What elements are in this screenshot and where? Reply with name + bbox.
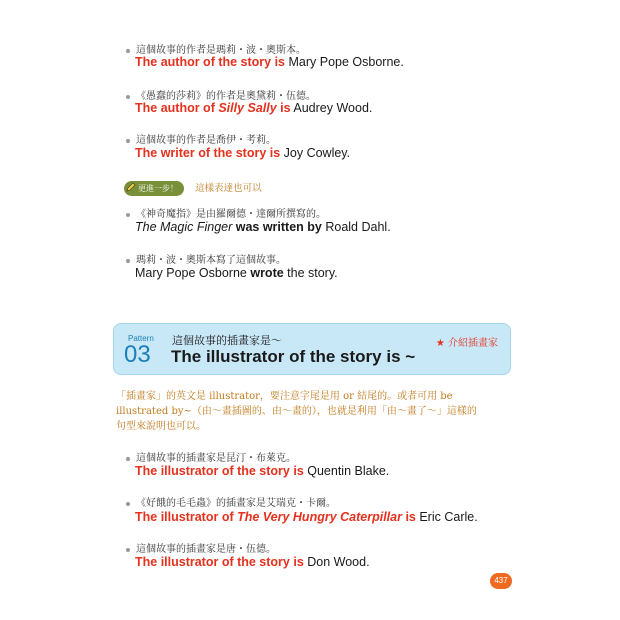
tip-badge: 更進一步！ (124, 181, 184, 196)
s1-zh-1: 這個故事的作者是瑪莉・波・奧斯本。 (126, 41, 306, 56)
s2-en-2: Mary Pope Osborne wrote the story. (135, 266, 338, 280)
pattern-label: Pattern (128, 334, 154, 343)
s3-en-3: The illustrator of the story is Don Wood. (135, 555, 370, 569)
pattern-number: 03 (124, 341, 151, 368)
s1-en-2: The author of Silly Sally is Audrey Wood. (135, 101, 373, 115)
s3-zh-3: 這個故事的插畫家是唐・伍德。 (126, 540, 276, 555)
pattern-en-title: The illustrator of the story is ~ (171, 347, 416, 366)
s1-en-3: The writer of the story is Joy Cowley. (135, 146, 351, 160)
explain-line-2: illustrated by~（由～畫插圖的、由～畫的），也就是利用「由～畫了～」這樣的 (116, 406, 477, 417)
pattern-zh-title: 這個故事的插畫家是～ (172, 334, 282, 347)
pattern-tag: ★ 介紹插畫家 (435, 338, 498, 349)
s1-en-1: The author of the story is Mary Pope Osborne. (135, 55, 404, 69)
pattern-header (113, 323, 511, 375)
s2-zh-1: 《神奇魔指》是由羅爾德・達爾所撰寫的。 (126, 205, 326, 220)
s3-zh-2: 《好餓的毛毛蟲》的插畫家是艾瑞克・卡爾。 (126, 494, 336, 509)
explain-line-1: 「插畫家」的英文是 illustrator，要注意字尾是用 or 結尾的。或者可用 be (116, 391, 453, 402)
pencil-icon (125, 181, 137, 193)
tip-text: 這樣表達也可以 (195, 183, 262, 194)
explanation (116, 389, 477, 434)
explain-line-3: 句型來說明也可以。 (116, 421, 206, 432)
s3-en-1: The illustrator of the story is Quentin Blake. (135, 464, 390, 478)
s2-zh-2: 瑪莉・波・奧斯本寫了這個故事。 (126, 251, 286, 266)
s1-zh-3: 這個故事的作者是喬伊・考莉。 (126, 131, 276, 146)
s3-en-2: The illustrator of The Very Hungry Caterpillar is Eric Carle. (135, 510, 478, 524)
tip-row (124, 176, 262, 196)
page-number: 437 (490, 573, 512, 589)
s1-zh-2: 《愚蠢的莎莉》的作者是奧黛莉・伍德。 (126, 87, 316, 102)
s3-zh-1: 這個故事的插畫家是昆汀・布萊克。 (126, 449, 296, 464)
s2-en-1: The Magic Finger was written by Roald Dahl. (135, 220, 391, 234)
